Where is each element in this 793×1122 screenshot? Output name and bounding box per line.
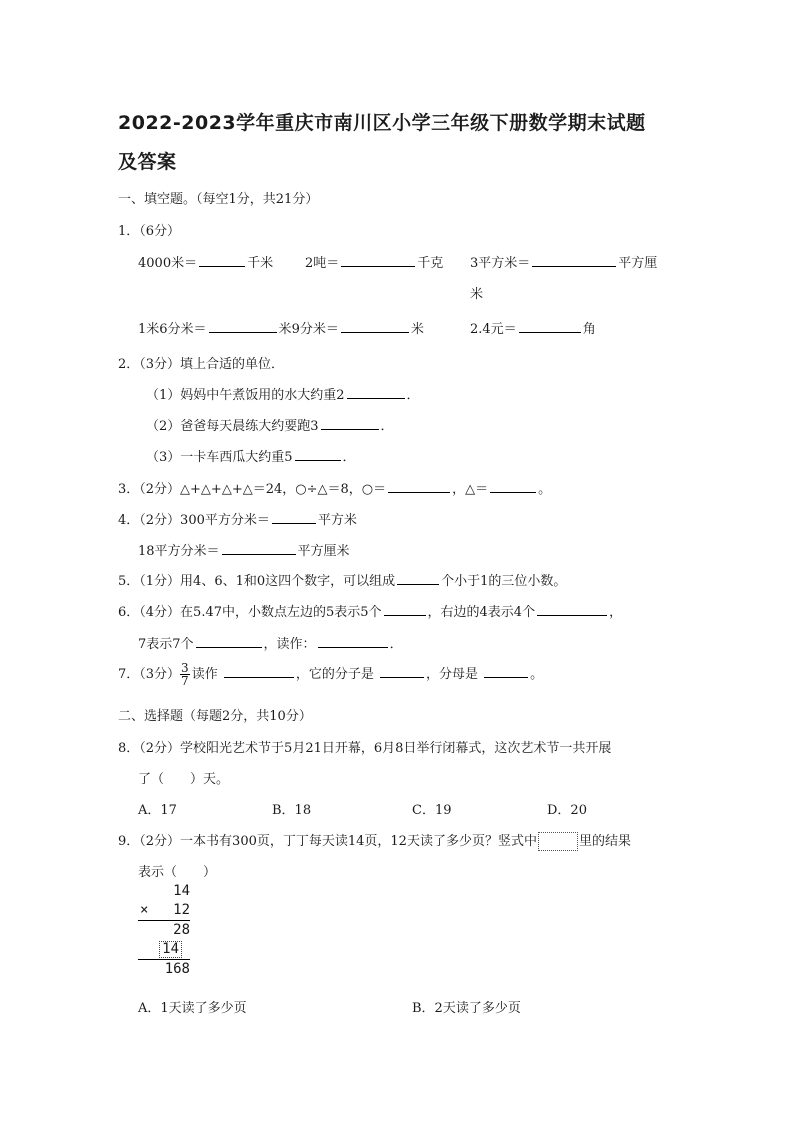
answer-blank[interactable] [318, 633, 388, 648]
answer-blank[interactable] [341, 252, 415, 267]
answer-blank[interactable] [224, 663, 294, 678]
question-1-item-b3: 2.4元＝ 角 [470, 318, 596, 337]
option-a[interactable]: A．1天读了多少页 [138, 1001, 247, 1016]
answer-blank[interactable] [222, 540, 296, 555]
question-9-line-1: 9．（2分）一本书有300页，丁丁每天读14页，12天读了多少页？竖式中 里的结果 [118, 834, 631, 849]
times-sign: × [140, 902, 149, 918]
answer-blank[interactable] [519, 318, 581, 333]
option-b[interactable]: B．2天读了多少页 [412, 1001, 521, 1016]
question-1-item-a1: 4000米＝ 千米 [138, 252, 273, 271]
question-7: 7．（3分） $\frac{3}{7}$ 读作 ，它的分子是 ，分母是 。 [118, 661, 544, 688]
question-4-line-2: 18平方分米＝ 平方厘米 [138, 540, 350, 559]
answer-blank[interactable] [380, 663, 424, 678]
answer-blank[interactable] [490, 478, 536, 493]
answer-blank[interactable] [532, 252, 616, 267]
answer-blank[interactable] [341, 318, 409, 333]
answer-blank[interactable] [537, 601, 607, 616]
question-6-line-2: 7表示7个 ，读作： ． [138, 633, 403, 652]
answer-blank[interactable] [347, 384, 405, 399]
calc-row-result: 168 [138, 959, 190, 979]
question-2-line-3: （3）一卡车西瓜大约重5 ． [146, 446, 356, 465]
answer-blank[interactable] [196, 633, 262, 648]
question-8-line-1: 8．（2分）学校阳光艺术节于5月21日开幕，6月8日举行闭幕式，这次艺术节一共开展 [118, 741, 612, 756]
answer-blank[interactable] [199, 252, 245, 267]
section-heading-fill-blank: 一、填空题。（每空1分，共21分） [118, 192, 319, 207]
answer-blank[interactable] [388, 478, 450, 493]
answer-blank[interactable] [484, 663, 528, 678]
question-1-item-a3: 3平方米＝ 平方厘 [470, 252, 657, 271]
answer-blank[interactable] [209, 318, 277, 333]
answer-blank[interactable] [295, 446, 341, 461]
question-2-head: 2．（3分）填上合适的单位． [118, 357, 285, 372]
question-1-head: 1．（6分） [118, 224, 181, 239]
section-heading-choice: 二、选择题（每题2分，共10分） [118, 709, 312, 724]
calc-row-multiplicand: 14 [173, 883, 190, 899]
question-2-line-1: （1）妈妈中午煮饭用的水大约重2 ． [146, 384, 420, 403]
question-8-line-2: 了（ ）天。 [138, 772, 230, 787]
page-title-line2: 及答案 [118, 151, 177, 173]
option-d[interactable]: D．20 [547, 803, 587, 818]
question-2-line-2: （2）爸爸每天晨练大约要跑3 ． [146, 415, 394, 434]
option-c[interactable]: C．19 [412, 803, 452, 818]
answer-blank[interactable] [321, 415, 379, 430]
question-5: 5．（1分）用4、6、1和0这四个数字，可以组成 个小于1的三位小数。 [118, 570, 566, 589]
question-1-item-a2: 2吨＝ 千克 [305, 252, 443, 271]
page-title: 2022-2023学年重庆市南川区小学三年级下册数学期末试题 [118, 112, 646, 134]
option-a[interactable]: A．17 [138, 803, 177, 818]
dotted-box-partial: 14 [159, 941, 182, 958]
answer-blank[interactable] [384, 601, 426, 616]
dotted-box-marker [538, 832, 578, 851]
calc-row-partial-2 [138, 940, 190, 959]
question-3: 3．（2分）△+△+△+△＝24，○÷△＝8，○＝ ，△＝ 。 [118, 478, 551, 497]
calc-row-multiplier: × 12 [140, 902, 190, 918]
question-6-line-1: 6．（4分）在5.47中，小数点左边的5表示5个 ，右边的4表示4个 ， [118, 601, 622, 620]
answer-blank[interactable] [397, 570, 439, 585]
option-b[interactable]: B．18 [272, 803, 312, 818]
vertical-multiplication [138, 882, 190, 979]
question-1-item-a3-wrap: 米 [470, 287, 484, 302]
question-9-line-2: 表示（ ） [138, 865, 217, 880]
question-1-item-b: 1米6分米＝ 米9分米＝ 米 [138, 318, 424, 337]
fraction: $\frac{3}{7}$ [181, 661, 189, 688]
answer-blank[interactable] [272, 509, 316, 524]
calc-row-partial-1: 28 [138, 920, 190, 940]
question-4-line-1: 4．（2分）300平方分米＝ 平方米 [118, 509, 357, 528]
